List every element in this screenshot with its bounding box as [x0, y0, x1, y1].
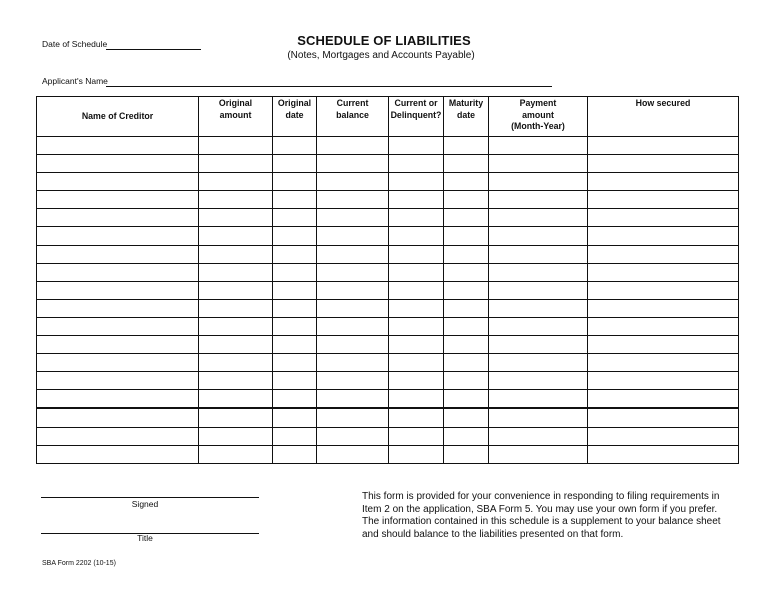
cell-original-amount[interactable] — [199, 137, 273, 155]
cell-current-or-delinquent[interactable] — [389, 263, 444, 281]
cell-creditor[interactable] — [37, 209, 199, 227]
table-row — [37, 245, 739, 263]
cell-creditor[interactable] — [37, 137, 199, 155]
cell-original-amount[interactable] — [199, 173, 273, 191]
cell-current-or-delinquent[interactable] — [389, 173, 444, 191]
cell-original-amount[interactable] — [199, 299, 273, 317]
cell-maturity-date[interactable] — [444, 245, 489, 263]
cell-current-or-delinquent[interactable] — [389, 354, 444, 372]
table-row — [37, 372, 739, 390]
table-header-row — [37, 97, 739, 137]
cell-original-amount[interactable] — [199, 445, 273, 463]
cell-original-amount[interactable] — [199, 427, 273, 445]
cell-payment-amount[interactable] — [489, 263, 588, 281]
cell-creditor[interactable] — [37, 263, 199, 281]
cell-current-or-delinquent[interactable] — [389, 281, 444, 299]
date-of-schedule-label: Date of Schedule — [42, 39, 108, 49]
cell-current-balance[interactable] — [317, 445, 389, 463]
cell-creditor[interactable] — [37, 299, 199, 317]
cell-original-date[interactable] — [273, 354, 317, 372]
col-how-secured: How secured — [588, 97, 739, 137]
col-current-or-delinquent: Current or Delinquent? — [389, 97, 444, 137]
cell-how-secured[interactable] — [588, 299, 739, 317]
col-name-of-creditor: Name of Creditor — [37, 97, 199, 137]
cell-current-or-delinquent[interactable] — [389, 336, 444, 354]
cell-creditor[interactable] — [37, 173, 199, 191]
cell-maturity-date[interactable] — [444, 209, 489, 227]
cell-current-or-delinquent[interactable] — [389, 137, 444, 155]
cell-current-balance[interactable] — [317, 354, 389, 372]
cell-original-date[interactable] — [273, 137, 317, 155]
col-original-amount: Original amount — [199, 97, 273, 137]
cell-original-amount[interactable] — [199, 317, 273, 335]
table-row — [37, 445, 739, 463]
cell-how-secured[interactable] — [588, 281, 739, 299]
table-row — [37, 227, 739, 245]
cell-maturity-date[interactable] — [444, 191, 489, 209]
cell-original-date[interactable] — [273, 445, 317, 463]
form-id: SBA Form 2202 (10-15) — [42, 560, 116, 567]
cell-original-amount[interactable] — [199, 227, 273, 245]
cell-current-balance[interactable] — [317, 427, 389, 445]
cell-original-amount[interactable] — [199, 191, 273, 209]
signed-label: Signed — [131, 499, 159, 509]
cell-creditor[interactable] — [37, 245, 199, 263]
cell-current-balance[interactable] — [317, 209, 389, 227]
col-current-balance: Current balance — [317, 97, 389, 137]
cell-maturity-date[interactable] — [444, 427, 489, 445]
cell-maturity-date[interactable] — [444, 317, 489, 335]
cell-payment-amount[interactable] — [489, 408, 588, 427]
table-row — [37, 209, 739, 227]
table-row — [37, 281, 739, 299]
cell-original-amount[interactable] — [199, 336, 273, 354]
cell-current-or-delinquent[interactable] — [389, 408, 444, 427]
cell-how-secured[interactable] — [588, 336, 739, 354]
cell-original-date[interactable] — [273, 390, 317, 409]
cell-how-secured[interactable] — [588, 354, 739, 372]
cell-creditor[interactable] — [37, 354, 199, 372]
cell-creditor[interactable] — [37, 408, 199, 427]
cell-payment-amount[interactable] — [489, 317, 588, 335]
cell-payment-amount[interactable] — [489, 372, 588, 390]
cell-current-or-delinquent[interactable] — [389, 427, 444, 445]
cell-current-or-delinquent[interactable] — [389, 299, 444, 317]
cell-current-balance[interactable] — [317, 227, 389, 245]
cell-original-date[interactable] — [273, 173, 317, 191]
cell-current-or-delinquent[interactable] — [389, 227, 444, 245]
table-row — [37, 354, 739, 372]
cell-how-secured[interactable] — [588, 245, 739, 263]
title-label: Title — [137, 533, 153, 543]
cell-how-secured[interactable] — [588, 263, 739, 281]
cell-how-secured[interactable] — [588, 445, 739, 463]
cell-original-date[interactable] — [273, 245, 317, 263]
cell-current-balance[interactable] — [317, 390, 389, 409]
cell-maturity-date[interactable] — [444, 299, 489, 317]
table-row — [37, 390, 739, 409]
cell-original-amount[interactable] — [199, 390, 273, 409]
cell-payment-amount[interactable] — [489, 173, 588, 191]
form-subtitle: (Notes, Mortgages and Accounts Payable) — [287, 50, 475, 61]
cell-maturity-date[interactable] — [444, 390, 489, 409]
cell-original-amount[interactable] — [199, 209, 273, 227]
cell-current-or-delinquent[interactable] — [389, 155, 444, 173]
cell-current-balance[interactable] — [317, 173, 389, 191]
cell-current-or-delinquent[interactable] — [389, 191, 444, 209]
cell-payment-amount[interactable] — [489, 445, 588, 463]
table-row — [37, 173, 739, 191]
cell-how-secured[interactable] — [588, 191, 739, 209]
cell-creditor[interactable] — [37, 427, 199, 445]
cell-creditor[interactable] — [37, 191, 199, 209]
applicants-name-label: Applicant's Name — [42, 76, 108, 86]
cell-original-date[interactable] — [273, 281, 317, 299]
cell-maturity-date[interactable] — [444, 173, 489, 191]
table-row — [37, 336, 739, 354]
liabilities-table — [36, 96, 739, 464]
cell-how-secured[interactable] — [588, 209, 739, 227]
cell-payment-amount[interactable] — [489, 281, 588, 299]
cell-original-date[interactable] — [273, 299, 317, 317]
cell-payment-amount[interactable] — [489, 191, 588, 209]
cell-original-date[interactable] — [273, 155, 317, 173]
cell-original-date[interactable] — [273, 263, 317, 281]
col-payment-amount: Payment amount (Month-Year) — [489, 97, 588, 137]
cell-payment-amount[interactable] — [489, 299, 588, 317]
cell-payment-amount[interactable] — [489, 155, 588, 173]
table-row — [37, 317, 739, 335]
cell-current-or-delinquent[interactable] — [389, 445, 444, 463]
table-row — [37, 427, 739, 445]
col-original-date: Original date — [273, 97, 317, 137]
cell-payment-amount[interactable] — [489, 354, 588, 372]
cell-creditor[interactable] — [37, 155, 199, 173]
cell-creditor[interactable] — [37, 445, 199, 463]
cell-current-balance[interactable] — [317, 299, 389, 317]
cell-maturity-date[interactable] — [444, 263, 489, 281]
cell-current-balance[interactable] — [317, 137, 389, 155]
cell-original-amount[interactable] — [199, 354, 273, 372]
cell-original-date[interactable] — [273, 408, 317, 427]
cell-maturity-date[interactable] — [444, 336, 489, 354]
cell-current-balance[interactable] — [317, 408, 389, 427]
cell-payment-amount[interactable] — [489, 137, 588, 155]
cell-current-balance[interactable] — [317, 336, 389, 354]
cell-creditor[interactable] — [37, 227, 199, 245]
cell-original-amount[interactable] — [199, 372, 273, 390]
cell-maturity-date[interactable] — [444, 155, 489, 173]
col-maturity-date: Maturity date — [444, 97, 489, 137]
cell-original-date[interactable] — [273, 336, 317, 354]
cell-original-amount[interactable] — [199, 155, 273, 173]
cell-maturity-date[interactable] — [444, 227, 489, 245]
cell-current-balance[interactable] — [317, 191, 389, 209]
cell-how-secured[interactable] — [588, 173, 739, 191]
cell-current-or-delinquent[interactable] — [389, 317, 444, 335]
cell-payment-amount[interactable] — [489, 209, 588, 227]
cell-original-date[interactable] — [273, 427, 317, 445]
table-row — [37, 263, 739, 281]
cell-payment-amount[interactable] — [489, 336, 588, 354]
form-title: SCHEDULE OF LIABILITIES — [297, 33, 471, 48]
cell-current-or-delinquent[interactable] — [389, 390, 444, 409]
instructions-note: This form is provided for your convenience in responding to filing requirements in Item 2 on the application, SBA Form 5. You may use your own form if you prefer. The information contained in this schedule is a supplement to your balance sheet and should balance to the liabilities presented on that form. — [362, 491, 721, 540]
cell-how-secured[interactable] — [588, 317, 739, 335]
cell-current-or-delinquent[interactable] — [389, 209, 444, 227]
table-row — [37, 191, 739, 209]
cell-creditor[interactable] — [37, 390, 199, 409]
cell-how-secured[interactable] — [588, 390, 739, 409]
cell-maturity-date[interactable] — [444, 408, 489, 427]
cell-current-or-delinquent[interactable] — [389, 372, 444, 390]
cell-how-secured[interactable] — [588, 372, 739, 390]
cell-original-amount[interactable] — [199, 245, 273, 263]
cell-current-balance[interactable] — [317, 372, 389, 390]
cell-current-or-delinquent[interactable] — [389, 245, 444, 263]
cell-original-date[interactable] — [273, 372, 317, 390]
cell-current-balance[interactable] — [317, 317, 389, 335]
cell-how-secured[interactable] — [588, 155, 739, 173]
cell-creditor[interactable] — [37, 317, 199, 335]
cell-current-balance[interactable] — [317, 281, 389, 299]
cell-current-balance[interactable] — [317, 245, 389, 263]
signed-line[interactable] — [41, 497, 259, 498]
table-body — [37, 137, 739, 464]
applicants-name-field[interactable] — [106, 86, 552, 87]
cell-original-date[interactable] — [273, 191, 317, 209]
cell-maturity-date[interactable] — [444, 372, 489, 390]
cell-how-secured[interactable] — [588, 408, 739, 427]
cell-original-amount[interactable] — [199, 281, 273, 299]
cell-payment-amount[interactable] — [489, 227, 588, 245]
cell-payment-amount[interactable] — [489, 427, 588, 445]
cell-current-balance[interactable] — [317, 263, 389, 281]
cell-creditor[interactable] — [37, 336, 199, 354]
cell-maturity-date[interactable] — [444, 445, 489, 463]
cell-original-amount[interactable] — [199, 263, 273, 281]
table-row — [37, 137, 739, 155]
cell-creditor[interactable] — [37, 281, 199, 299]
table-row — [37, 408, 739, 427]
cell-current-balance[interactable] — [317, 155, 389, 173]
cell-original-date[interactable] — [273, 209, 317, 227]
cell-creditor[interactable] — [37, 372, 199, 390]
table-row — [37, 155, 739, 173]
cell-how-secured[interactable] — [588, 227, 739, 245]
cell-how-secured[interactable] — [588, 427, 739, 445]
cell-maturity-date[interactable] — [444, 281, 489, 299]
cell-how-secured[interactable] — [588, 137, 739, 155]
cell-maturity-date[interactable] — [444, 354, 489, 372]
cell-payment-amount[interactable] — [489, 245, 588, 263]
cell-original-date[interactable] — [273, 317, 317, 335]
table-row — [37, 299, 739, 317]
cell-original-date[interactable] — [273, 227, 317, 245]
cell-maturity-date[interactable] — [444, 137, 489, 155]
cell-payment-amount[interactable] — [489, 390, 588, 409]
cell-original-amount[interactable] — [199, 408, 273, 427]
